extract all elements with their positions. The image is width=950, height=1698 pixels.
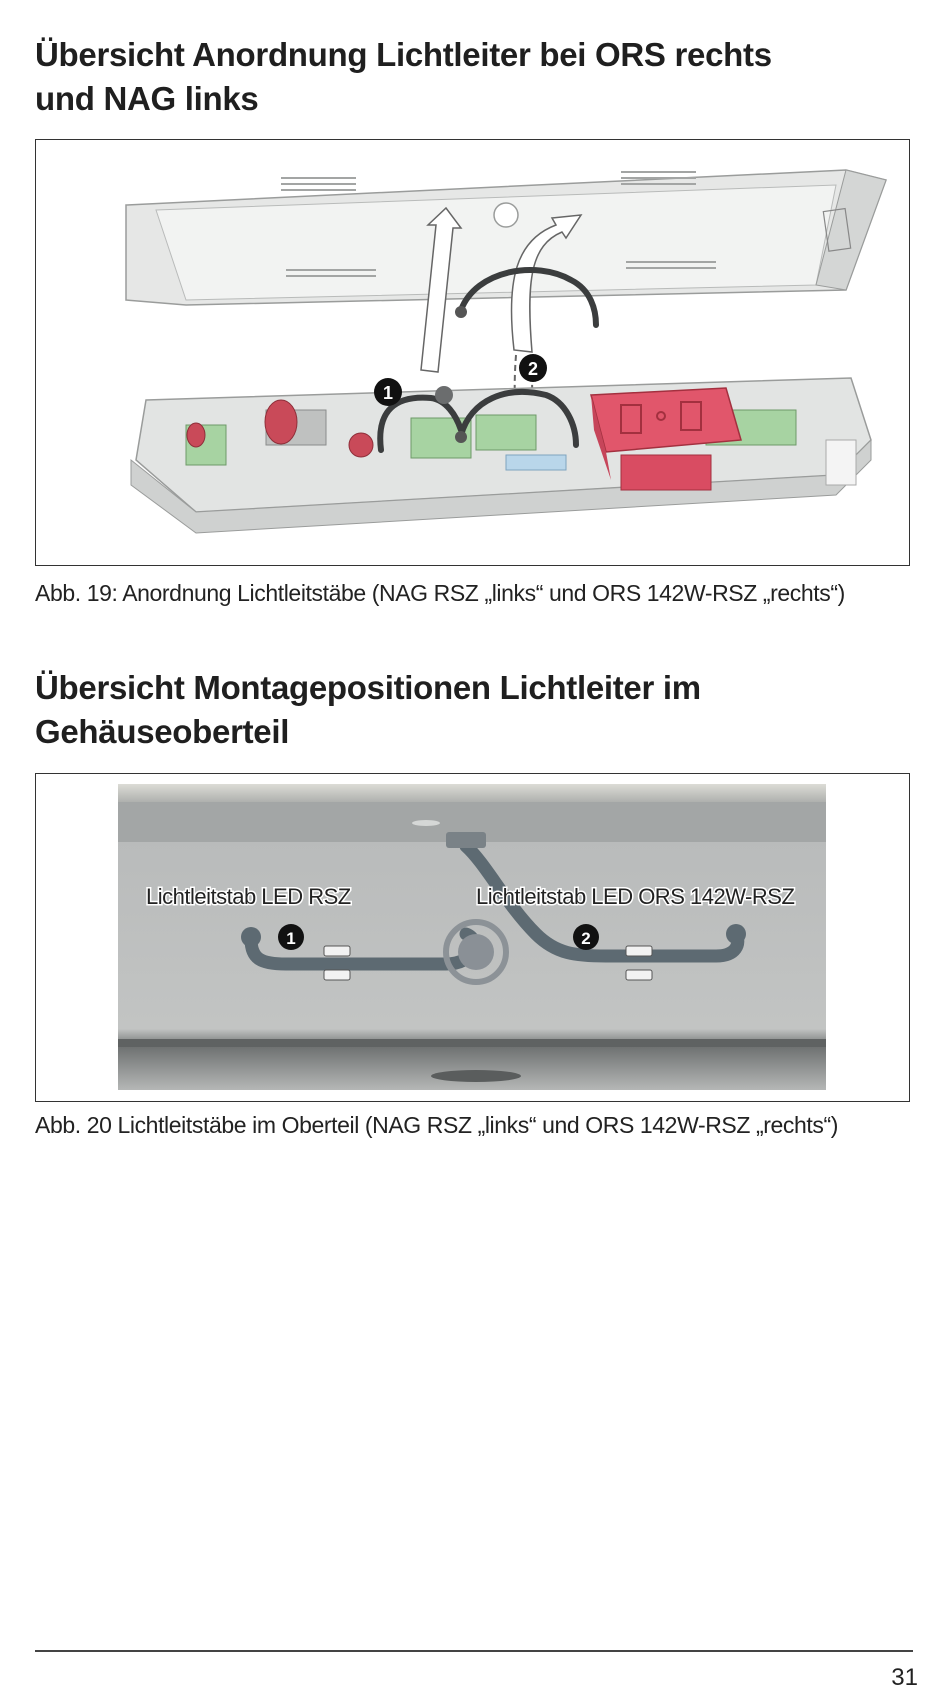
footer-divider <box>35 1650 913 1652</box>
marker-2 <box>573 924 599 950</box>
housing-base <box>131 378 871 533</box>
svg-text:2: 2 <box>581 929 591 948</box>
svg-text:1: 1 <box>382 383 394 403</box>
svg-text:2: 2 <box>527 359 539 379</box>
light-guide-end <box>435 386 453 404</box>
light-guide-end <box>455 306 467 318</box>
figure-upper-housing-light-guides <box>35 773 910 1102</box>
section-heading-arrangement: Übersicht Anordnung Lichtleiter bei ORS rechts und NAG links <box>35 36 772 117</box>
housing-cover <box>126 170 886 305</box>
marker-1 <box>278 924 304 950</box>
label-led-ors: Lichtleitstab LED ORS 142W-RSZ <box>476 884 795 909</box>
figure-20-caption: Abb. 20 Lichtleitstäbe im Oberteil (NAG RSZ „links“ und ORS 142W-RSZ „rechts“) <box>35 1112 839 1138</box>
housing-bottom-rail <box>118 1039 826 1047</box>
marker-2 <box>519 354 547 382</box>
housing-exploded-illustration <box>36 140 908 564</box>
page-number: 31 <box>891 1664 918 1691</box>
svg-text:1: 1 <box>286 929 296 948</box>
figure-light-guide-arrangement <box>35 139 910 566</box>
upper-housing-illustration <box>36 774 908 1100</box>
section-heading-mounting-positions: Übersicht Montagepositionen Lichtleiter im Gehäuseoberteil <box>35 669 701 750</box>
label-led-rsz: Lichtleitstab LED RSZ <box>146 884 351 909</box>
figure-19-caption: Abb. 19: Anordnung Lichtleitstäbe (NAG RSZ „links“ und ORS 142W-RSZ „rechts“) <box>35 580 845 606</box>
housing-slot <box>431 1070 521 1082</box>
light-guide-end <box>455 431 467 443</box>
marker-1 <box>374 378 402 406</box>
housing-hole <box>412 820 440 826</box>
